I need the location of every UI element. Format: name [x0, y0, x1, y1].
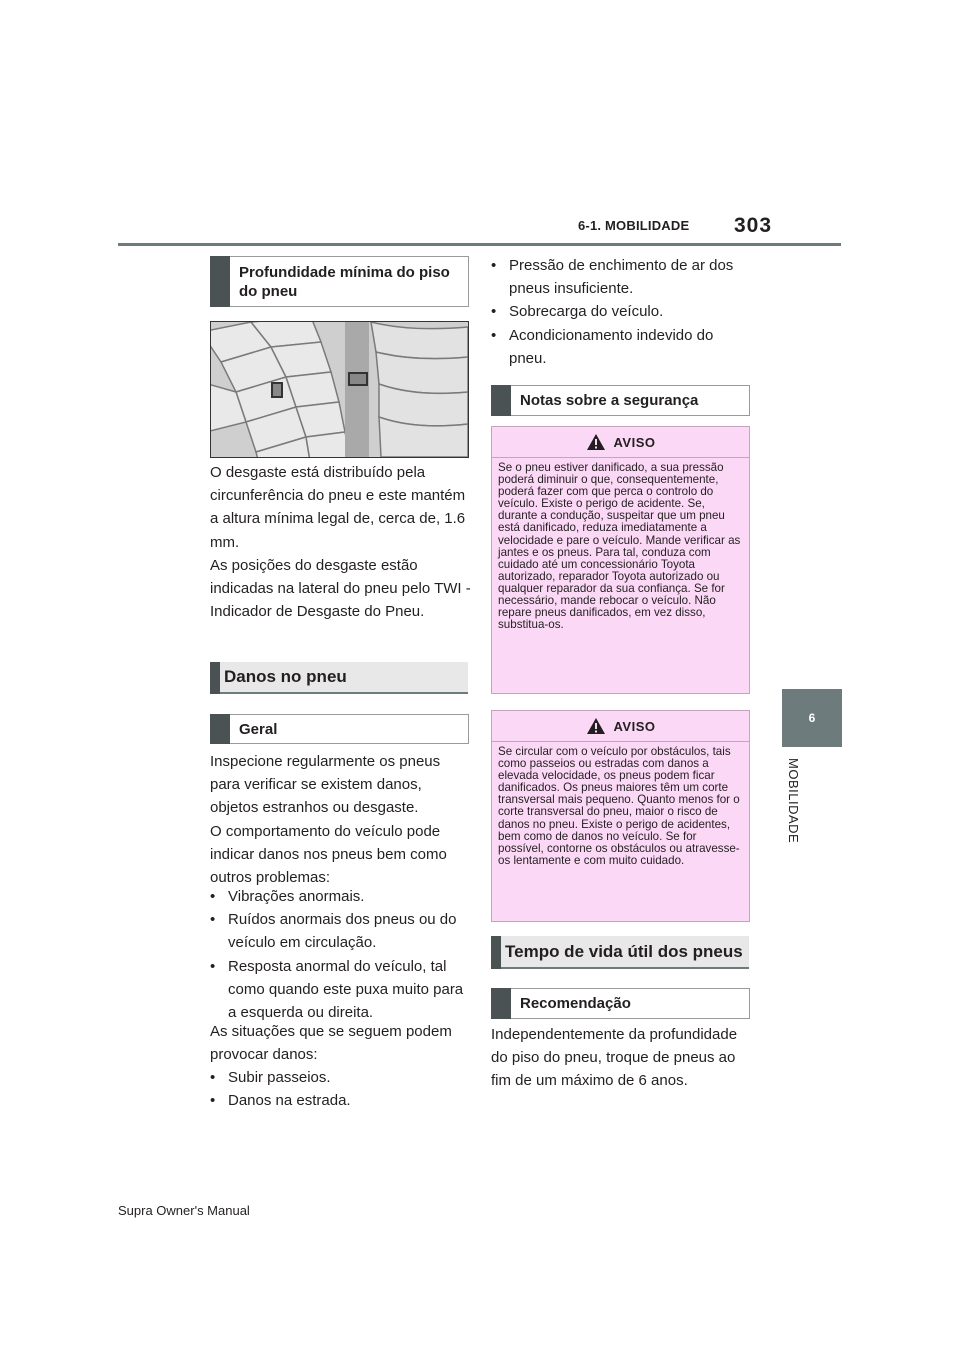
warning-header — [492, 427, 749, 458]
general-heading-text: Geral — [239, 720, 278, 738]
situations-paragraph: As situações que se seguem podem provocar danos: — [210, 1023, 452, 1064]
warning-title: AVISO — [613, 434, 656, 450]
heading-marker — [491, 385, 511, 416]
twi-paragraph: As posições do desgaste estão indicadas na lateral do pneu pelo TWI - Indicador de Desgaste do Pneu. — [210, 557, 471, 621]
tire-tread-illustration — [210, 321, 469, 458]
warning-title: AVISO — [613, 718, 656, 734]
warning-text: Se circular com o veículo por obstáculos, tais como passeios ou estradas com danos a elevada velocidade, os pneus podem ficar danificados. Os pneus maiores têm um corte transversal mais pequeno. Quanto menos for o corte transversal do pneu, maior o risco de danos no pneu. Existe o perigo de acidentes, bem como de danos no veículo. Se for possível, contorne os obstáculos ou atravesse-os lentamente e com muito cuidado. — [498, 745, 740, 867]
tire-tread-image — [211, 322, 468, 457]
situations-list — [210, 1066, 472, 1112]
section-marker — [210, 662, 220, 694]
list-item: • Subir passeios. — [210, 1066, 472, 1089]
list-item: • Acondicionamento indevido do pneu. — [491, 324, 753, 370]
min-depth-heading — [210, 256, 469, 307]
tire-damage-section-heading — [210, 662, 468, 694]
inspect-paragraph: Inspecione regularmente os pneus para verificar se existem danos, objetos estranhos ou desgaste. — [210, 753, 441, 817]
wear-paragraph: O desgaste está distribuído pela circunferência do pneu e este mantém a altura mínima legal de, cerca de, 1.6 mm. — [210, 464, 466, 551]
behavior-paragraph: O comportamento do veículo pode indicar danos nos pneus bem como outros problemas: — [210, 823, 447, 887]
recommendation-heading-text: Recomendação — [520, 995, 631, 1012]
section-label: 6-1. MOBILIDADE — [578, 218, 690, 233]
warning-box-obstacles — [491, 710, 750, 922]
footer-manual-title: Supra Owner's Manual — [118, 1203, 250, 1218]
problems-list — [210, 885, 472, 1024]
warning-triangle-icon — [586, 717, 606, 735]
section-marker — [491, 936, 501, 969]
chapter-tab: 6 — [782, 689, 842, 747]
header-divider — [118, 243, 841, 246]
general-heading — [210, 714, 469, 744]
list-item: • Vibrações anormais. — [210, 885, 472, 908]
tire-damage-heading-text: Danos no pneu — [224, 667, 347, 686]
lifespan-heading-text: Tempo de vida útil dos pneus — [505, 941, 743, 961]
safety-notes-heading — [491, 385, 750, 416]
list-item: • Resposta anormal do veículo, tal como quando este puxa muito para a esquerda ou direita. — [210, 955, 472, 1025]
lifespan-paragraph: Independentemente da profundidade do piso do pneu, troque de pneus ao fim de um máximo de 6 anos. — [491, 1026, 738, 1090]
safety-notes-heading-text: Notas sobre a segurança — [520, 392, 699, 409]
warning-text: Se o pneu estiver danificado, a sua pressão poderá diminuir o que, consequentemente, poderá fazer com que perca o controlo do veículo. Existe o perigo de acidente. Se, durante a condução, suspeitar que um pneu está danificado, reduza imediatamente a velocidade e pare o veículo. Mande verificar as jantes e os pneus. Para tal, conduza com cuidado até um concessionário Toyota autorizado, reparador Toyota autorizado ou qualquer reparador da sua confiança. Se for necessário, mande rebocar o veículo. Não repare pneus danificados, em vez disso, substitua-os. — [498, 461, 741, 632]
list-item: • Ruídos anormais dos pneus ou do veículo em circulação. — [210, 908, 472, 954]
list-item: • Sobrecarga do veículo. — [491, 300, 753, 323]
heading-marker — [210, 256, 230, 307]
warning-triangle-icon — [586, 433, 606, 451]
recommendation-heading — [491, 988, 750, 1019]
lifespan-section-heading — [491, 936, 749, 969]
heading-marker — [210, 714, 230, 744]
min-depth-heading-text: Profundidade mínima do piso do pneu — [239, 263, 450, 300]
page-number: 303 — [734, 214, 773, 237]
heading-marker — [491, 988, 511, 1019]
list-item: • Danos na estrada. — [210, 1089, 472, 1112]
warning-box-damaged-tire — [491, 426, 750, 694]
list-item: • Pressão de enchimento de ar dos pneus insuficiente. — [491, 254, 753, 300]
warning-header — [492, 711, 749, 742]
causes-list — [491, 254, 753, 370]
chapter-tab-label: MOBILIDADE — [786, 758, 801, 844]
